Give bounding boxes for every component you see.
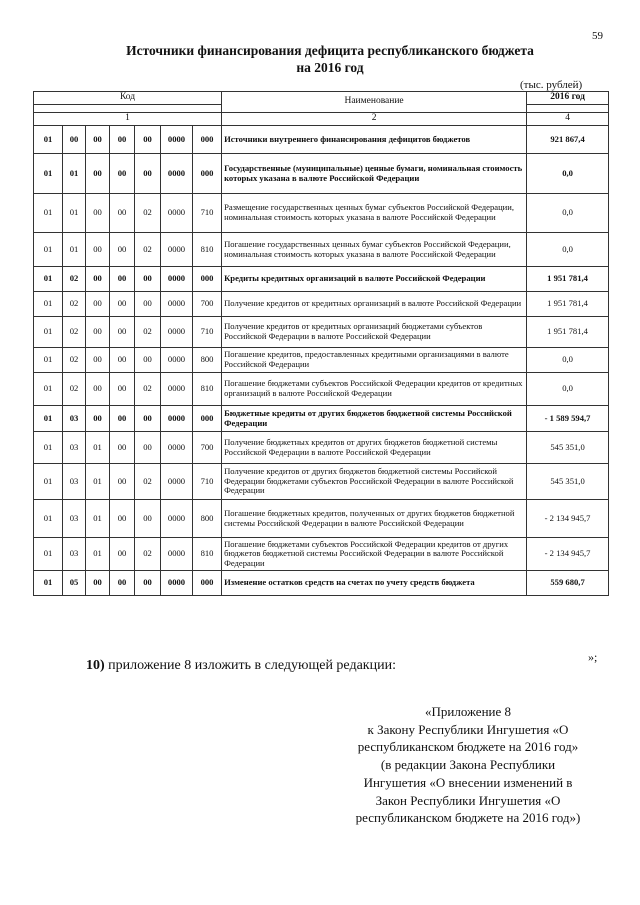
code-cell: 000: [193, 267, 222, 292]
code-cell: 0000: [161, 292, 193, 317]
table-row: [34, 571, 609, 596]
code-cell: 02: [135, 317, 161, 348]
name-cell: Погашение бюджетами субъектов Российской Федерации кредитов от кредитных организаций в валюте Российской Федерации: [222, 373, 527, 406]
code-cell: 01: [34, 233, 63, 267]
code-cell: 00: [110, 538, 135, 571]
name-cell: Источники внутреннего финансирования дефицитов бюджетов: [222, 126, 527, 154]
code-cell: 00: [86, 126, 110, 154]
code-cell: 0000: [161, 464, 193, 500]
amount-cell: 0,0: [527, 194, 609, 233]
name-cell: Получение кредитов от других бюджетов бюджетной системы Российской Федерации бюджетами субъектов Российской Федерации в валюте Российской Федерации: [222, 464, 527, 500]
table-row: [34, 348, 609, 373]
closing-quote: »;: [588, 650, 598, 664]
code-cell: 00: [86, 267, 110, 292]
item-10-paragraph: [86, 658, 396, 674]
name-cell: Получение бюджетных кредитов от других бюджетов бюджетной системы Российской Федерации в валюте Российской Федерации: [222, 432, 527, 464]
code-cell: 0000: [161, 233, 193, 267]
amount-cell: 0,0: [527, 233, 609, 267]
code-cell: 00: [86, 317, 110, 348]
code-cell: 01: [63, 194, 86, 233]
code-cell: 00: [110, 233, 135, 267]
code-cell: 03: [63, 500, 86, 538]
code-cell: 00: [110, 571, 135, 596]
amount-cell: - 2 134 945,7: [527, 538, 609, 571]
code-cell: 00: [110, 432, 135, 464]
code-cell: 01: [86, 464, 110, 500]
code-cell: 02: [63, 348, 86, 373]
code-cell: 00: [135, 348, 161, 373]
item-10-text: приложение 8 изложить в следующей редакции:: [104, 658, 396, 673]
code-cell: 01: [63, 233, 86, 267]
code-cell: 0000: [161, 373, 193, 406]
code-cell: 00: [86, 233, 110, 267]
code-cell: 00: [86, 194, 110, 233]
amount-cell: 921 867,4: [527, 126, 609, 154]
amount-cell: - 1 589 594,7: [527, 406, 609, 432]
year-header: 2016 год: [527, 92, 609, 105]
amount-cell: - 2 134 945,7: [527, 500, 609, 538]
code-cell: 02: [135, 233, 161, 267]
code-cell: 800: [193, 348, 222, 373]
code-cell: 0000: [161, 500, 193, 538]
code-cell: 00: [110, 154, 135, 194]
code-cell: 00: [110, 464, 135, 500]
units-label: (тыс. рублей): [520, 79, 583, 91]
code-cell: 00: [86, 154, 110, 194]
code-cell: 01: [34, 292, 63, 317]
code-cell: 0000: [161, 406, 193, 432]
name-cell: Погашение кредитов, предоставленных кредитными организациями в валюте Российской Федерации: [222, 348, 527, 373]
amount-cell: 559 680,7: [527, 571, 609, 596]
code-cell: 0000: [161, 267, 193, 292]
code-cell: 0000: [161, 432, 193, 464]
table-row: [34, 292, 609, 317]
code-cell: 700: [193, 432, 222, 464]
column-number-code: 1: [34, 113, 222, 126]
code-cell: 00: [135, 126, 161, 154]
code-cell: 00: [63, 126, 86, 154]
name-cell: Погашение бюджетами субъектов Российской Федерации кредитов от других бюджетов бюджетной системы Российской Федерации в валюте Российской Федерации: [222, 538, 527, 571]
appendix-line: республиканском бюджете на 2016 год»): [355, 810, 581, 826]
code-cell: 710: [193, 464, 222, 500]
amount-cell: 1 951 781,4: [527, 292, 609, 317]
code-cell: 01: [34, 432, 63, 464]
amount-cell: 1 951 781,4: [527, 317, 609, 348]
name-header: Наименование: [222, 92, 527, 113]
appendix-line: «Приложение 8: [424, 704, 512, 719]
code-cell: 00: [110, 500, 135, 538]
table-row: [34, 233, 609, 267]
code-cell: 02: [63, 373, 86, 406]
code-cell: 00: [86, 406, 110, 432]
amount-cell: 0,0: [527, 348, 609, 373]
code-cell: 00: [110, 317, 135, 348]
code-cell: 0000: [161, 194, 193, 233]
code-cell: 01: [34, 373, 63, 406]
code-cell: 01: [34, 126, 63, 154]
name-cell: Бюджетные кредиты от других бюджетов бюджетной системы Российской Федерации: [222, 406, 527, 432]
amount-cell: 0,0: [527, 154, 609, 194]
code-cell: 00: [135, 500, 161, 538]
code-cell: 710: [193, 317, 222, 348]
code-cell: 01: [34, 538, 63, 571]
code-cell: 03: [63, 406, 86, 432]
amount-cell: 0,0: [527, 373, 609, 406]
appendix-line: Закон Республики Ингушетия «О: [375, 792, 561, 808]
code-cell: 700: [193, 292, 222, 317]
column-number-name: 2: [222, 113, 527, 126]
code-cell: 02: [63, 317, 86, 348]
code-cell: 810: [193, 373, 222, 406]
amount-cell: 545 351,0: [527, 464, 609, 500]
code-cell: 03: [63, 432, 86, 464]
code-cell: 01: [34, 348, 63, 373]
name-cell: Государственные (муниципальные) ценные бумаги, номинальная стоимость которых указана в валюте Российской Федерации: [222, 154, 527, 194]
table-row: [34, 464, 609, 500]
code-cell: 01: [34, 317, 63, 348]
code-cell: 000: [193, 126, 222, 154]
code-cell: 01: [34, 154, 63, 194]
code-cell: 0000: [161, 538, 193, 571]
code-cell: 02: [135, 194, 161, 233]
table-row: [34, 432, 609, 464]
title-line-1: Источники финансирования дефицита республиканского бюджета: [126, 43, 534, 58]
code-cell: 00: [135, 571, 161, 596]
code-cell: 02: [63, 292, 86, 317]
table-row: [34, 154, 609, 194]
column-number-year: 4: [527, 113, 609, 126]
code-cell: 0000: [161, 348, 193, 373]
table-row: [34, 373, 609, 406]
table-row: [34, 538, 609, 571]
appendix-line: (в редакции Закона Республики: [380, 757, 556, 773]
table-row: [34, 317, 609, 348]
amount-cell: 545 351,0: [527, 432, 609, 464]
code-cell: 710: [193, 194, 222, 233]
code-cell: 00: [86, 292, 110, 317]
code-cell: 05: [63, 571, 86, 596]
appendix-line: республиканском бюджете на 2016 год»: [357, 739, 579, 755]
appendix-line: Ингушетия «О внесении изменений в: [363, 774, 573, 790]
code-cell: 00: [86, 348, 110, 373]
code-cell: 0000: [161, 126, 193, 154]
code-cell: 00: [135, 267, 161, 292]
code-cell: 00: [110, 267, 135, 292]
code-cell: 00: [110, 348, 135, 373]
code-cell: 01: [34, 267, 63, 292]
code-cell: 03: [63, 538, 86, 571]
code-header: Код: [34, 92, 222, 105]
code-cell: 02: [63, 267, 86, 292]
code-cell: 00: [86, 373, 110, 406]
table-row: [34, 126, 609, 154]
code-cell: 02: [135, 538, 161, 571]
code-cell: 00: [110, 373, 135, 406]
code-cell: 01: [34, 406, 63, 432]
code-cell: 00: [135, 432, 161, 464]
name-cell: Погашение государственных ценных бумаг субъектов Российской Федерации, номинальная стоимость которых указана в валюте Российской Федерации: [222, 233, 527, 267]
table-row: [34, 194, 609, 233]
code-cell: 02: [135, 373, 161, 406]
code-cell: 0000: [161, 317, 193, 348]
code-cell: 00: [135, 292, 161, 317]
code-cell: 00: [110, 194, 135, 233]
code-cell: 000: [193, 571, 222, 596]
name-cell: Погашение бюджетных кредитов, полученных от других бюджетов бюджетной системы Российской Федерации в валюте Российской Федерации: [222, 500, 527, 538]
item-10-number: 10): [86, 658, 105, 673]
code-cell: 00: [110, 292, 135, 317]
name-cell: Размещение государственных ценных бумаг субъектов Российской Федерации, номинальная стоимость которых указана в валюте Российской Федерации: [222, 194, 527, 233]
code-cell: 03: [63, 464, 86, 500]
table-row: [34, 500, 609, 538]
code-cell: 000: [193, 406, 222, 432]
code-cell: 01: [63, 154, 86, 194]
table-row: [34, 267, 609, 292]
code-cell: 01: [34, 571, 63, 596]
name-cell: Изменение остатков средств на счетах по учету средств бюджета: [222, 571, 527, 596]
amount-cell: 1 951 781,4: [527, 267, 609, 292]
code-cell: 00: [110, 406, 135, 432]
code-cell: 810: [193, 538, 222, 571]
code-cell: 000: [193, 154, 222, 194]
appendix-line: к Закону Республики Ингушетия «О: [367, 721, 569, 737]
code-cell: 00: [110, 126, 135, 154]
code-cell: 0000: [161, 571, 193, 596]
code-cell: 01: [34, 194, 63, 233]
table-row: [34, 406, 609, 432]
appendix-heading: [322, 703, 614, 827]
name-cell: Кредиты кредитных организаций в валюте Российской Федерации: [222, 267, 527, 292]
name-cell: Получение кредитов от кредитных организаций бюджетами субъектов Российской Федерации в валюте Российской Федерации: [222, 317, 527, 348]
code-cell: 00: [135, 406, 161, 432]
title-line-2: на 2016 год: [296, 60, 364, 75]
code-cell: 01: [86, 500, 110, 538]
code-cell: 01: [34, 464, 63, 500]
code-cell: 01: [86, 432, 110, 464]
page-number: 59: [592, 30, 603, 42]
code-cell: 00: [135, 154, 161, 194]
code-cell: 810: [193, 233, 222, 267]
code-cell: 0000: [161, 154, 193, 194]
name-cell: Получение кредитов от кредитных организаций в валюте Российской Федерации: [222, 292, 527, 317]
code-cell: 800: [193, 500, 222, 538]
financing-sources-table: [33, 91, 609, 596]
code-cell: 01: [34, 500, 63, 538]
document-title: [40, 42, 620, 76]
code-cell: 01: [86, 538, 110, 571]
code-cell: 00: [86, 571, 110, 596]
code-cell: 02: [135, 464, 161, 500]
